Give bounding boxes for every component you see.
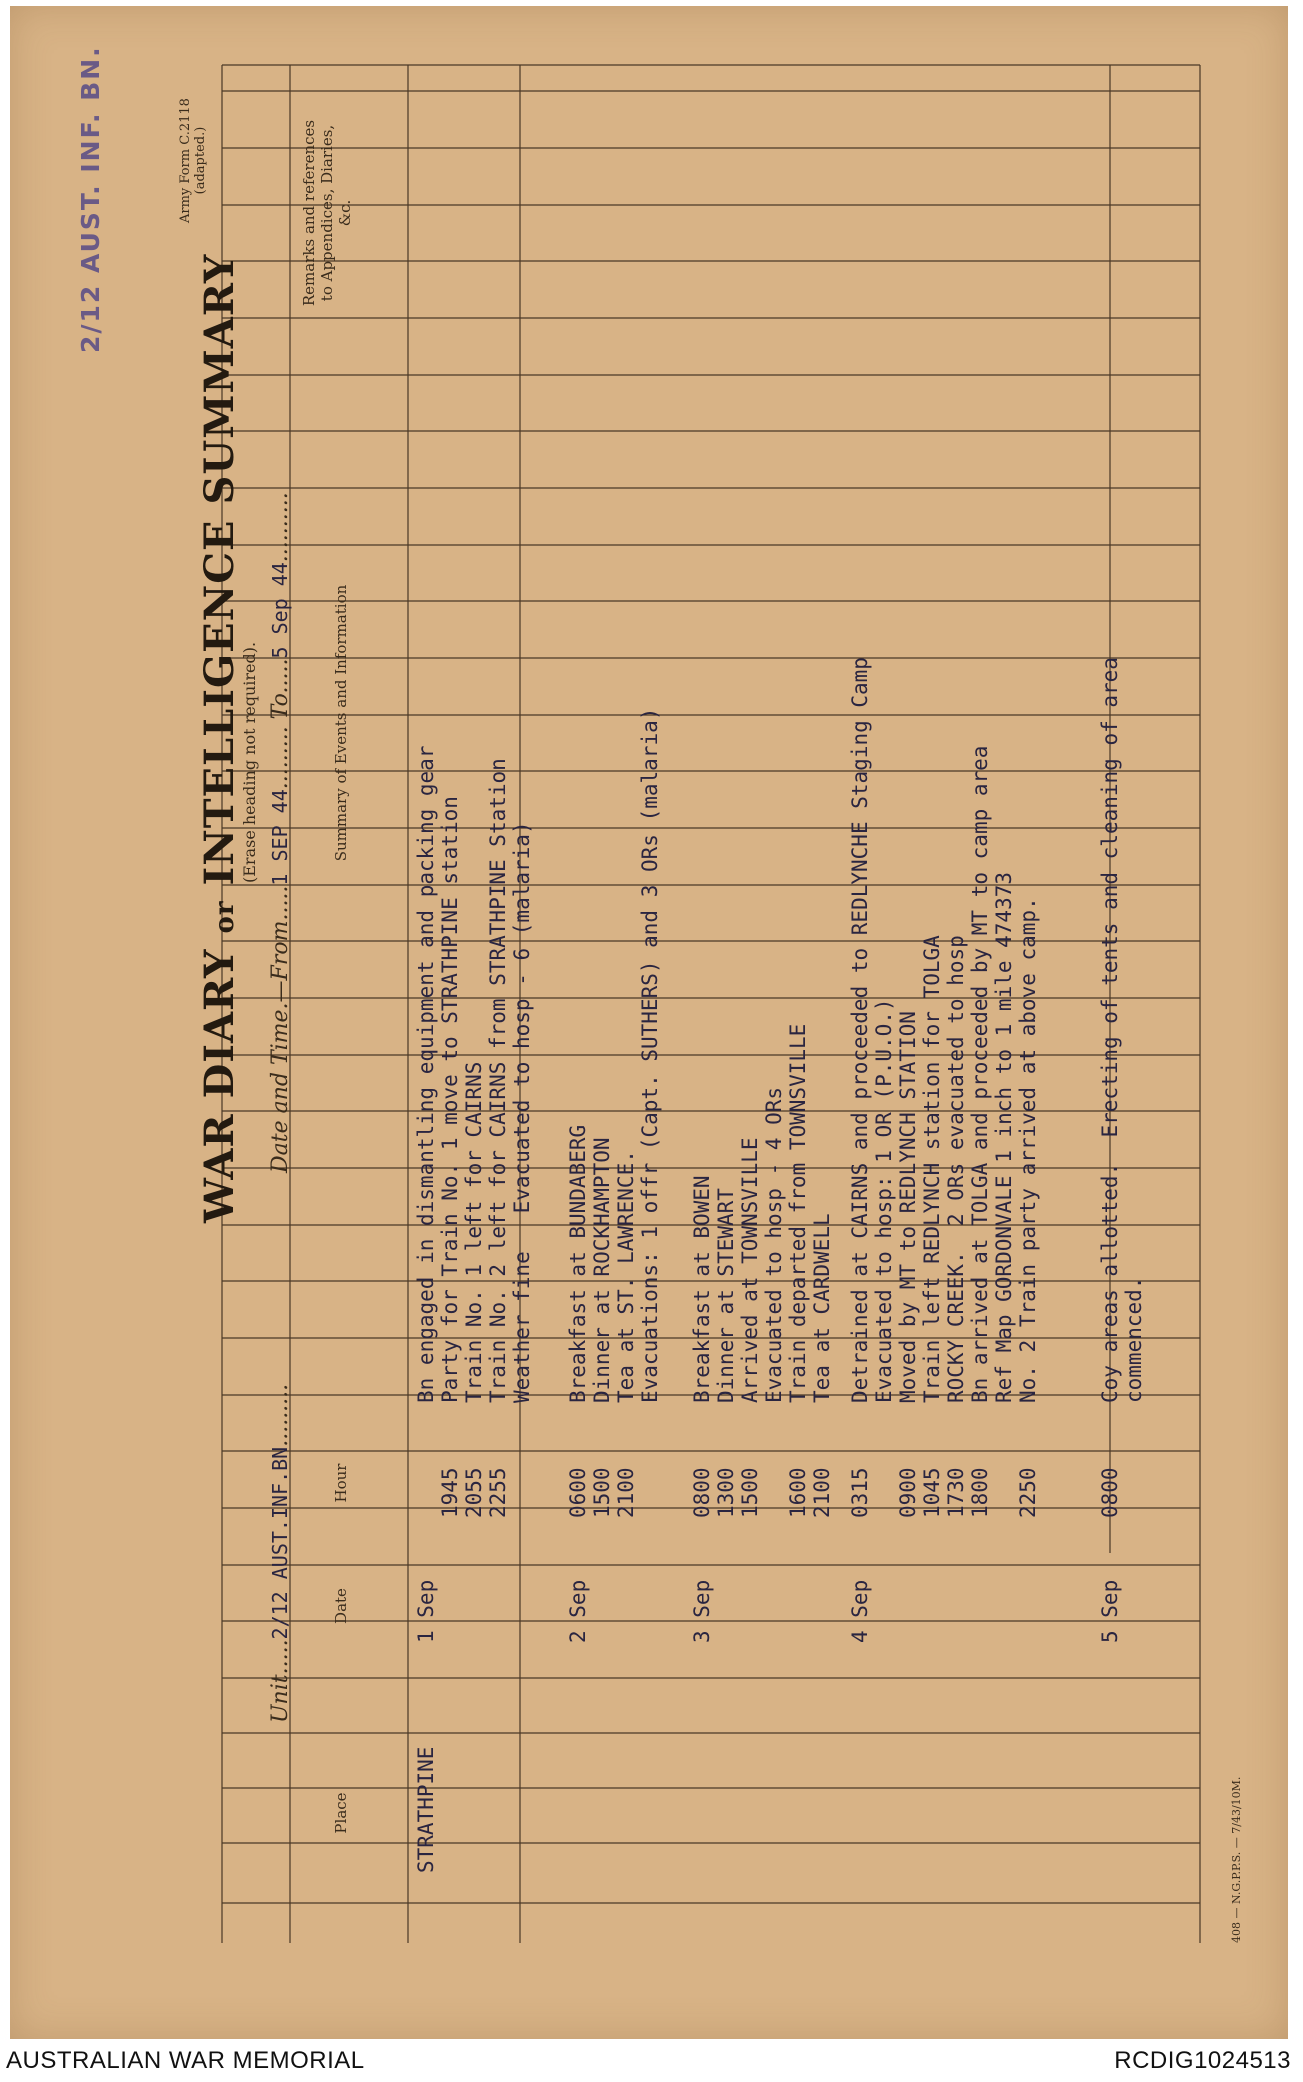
summary-cell: Coy areas allotted. Erecting of tents and cleaning of area commenced. [1098, 657, 1146, 1403]
date-cell: 5 Sep [1098, 1579, 1122, 1643]
army-form-ref: Army Form C.2118 (adapted.) [178, 98, 208, 223]
column-header-date: Date [332, 1588, 350, 1624]
title-subtitle: (Erase heading not required). [240, 641, 259, 883]
hour-cell: 0600 1500 2100 [566, 1467, 638, 1518]
unit-stamp: 2/12 AUST. INF. BN. [76, 45, 105, 353]
summary-cell: Breakfast at BUNDABERG Dinner at ROCKHAMPTON Tea at ST. LAWRENCE. Evacuations: 1 offr (Capt. SUTHERS) and 3 ORs (malaria) [566, 707, 662, 1403]
hour-cell: 0800 [1098, 1467, 1122, 1518]
date-cell: 1 Sep [414, 1579, 438, 1643]
footer-archive-name: AUSTRALIAN WAR MEMORIAL [6, 2047, 365, 2074]
summary-cell: Detrained at CAIRNS and proceeded to REDLYNCHE Staging Camp Evacuated to hosp: 1 OR (P.U.O.) Moved by MT to REDLYNCH STATION Train left REDLYNCH station for TOLGA ROCKY CREEK. 2 ORs evacuated to hosp Bn arrived at TOLGA and proceeded by MT to camp area Ref Map GORDONVALE 1 inch to 1 mile 474373 No. 2 Train party arrived at above camp. [848, 657, 1040, 1403]
date-range-field: Date and Time.—From.....1 SEP 44......... To.....5 Sep 44.......... [268, 492, 293, 1173]
footer-record-id: RCDIG1024513 [1114, 2047, 1291, 2074]
place-cell: STRATHPINE [414, 1746, 438, 1873]
printer-note: 408 — N.G.P.P.S. — 7/43/10M. [1230, 1776, 1243, 1943]
date-cell: 3 Sep [690, 1579, 714, 1643]
column-header-place: Place [332, 1792, 350, 1834]
summary-cell: Breakfast at BOWEN Dinner at STEWART Arrived at TOWNSVILLE Evacuated to hosp - 4 ORs Train departed from TOWNSVILLE Tea at CARDWELL [690, 1023, 834, 1403]
column-header-remarks: Remarks and references to Appendices, Diaries, &c. [300, 119, 354, 307]
date-cell: 4 Sep [848, 1579, 872, 1643]
hour-cell: 0800 1300 1500 1600 2100 [690, 1467, 834, 1518]
hour-cell: 1945 2055 2255 [438, 1467, 510, 1518]
date-cell: 2 Sep [566, 1579, 590, 1643]
column-header-summary: Summary of Events and Information [332, 584, 350, 862]
hour-cell: 0315 0900 1045 1730 1800 2250 [848, 1467, 1040, 1518]
unit-field: Unit.....2/12 AUST.INF.BN......... [268, 1383, 293, 1723]
summary-cell: Bn engaged in dismantling equipment and packing gear Party for Train No. 1 move to STRATHPINE station Train No. 1 left for CAIRNS Train No. 2 left for CAIRNS from STRATHPINE Station Weather fine Evacuated to hosp - 6 (malaria) [414, 745, 534, 1403]
archive-footer [0, 2039, 1303, 2082]
column-header-hour: Hour [332, 1463, 350, 1503]
page-title: WAR DIARY or INTELLIGENCE SUMMARY [196, 253, 243, 1223]
